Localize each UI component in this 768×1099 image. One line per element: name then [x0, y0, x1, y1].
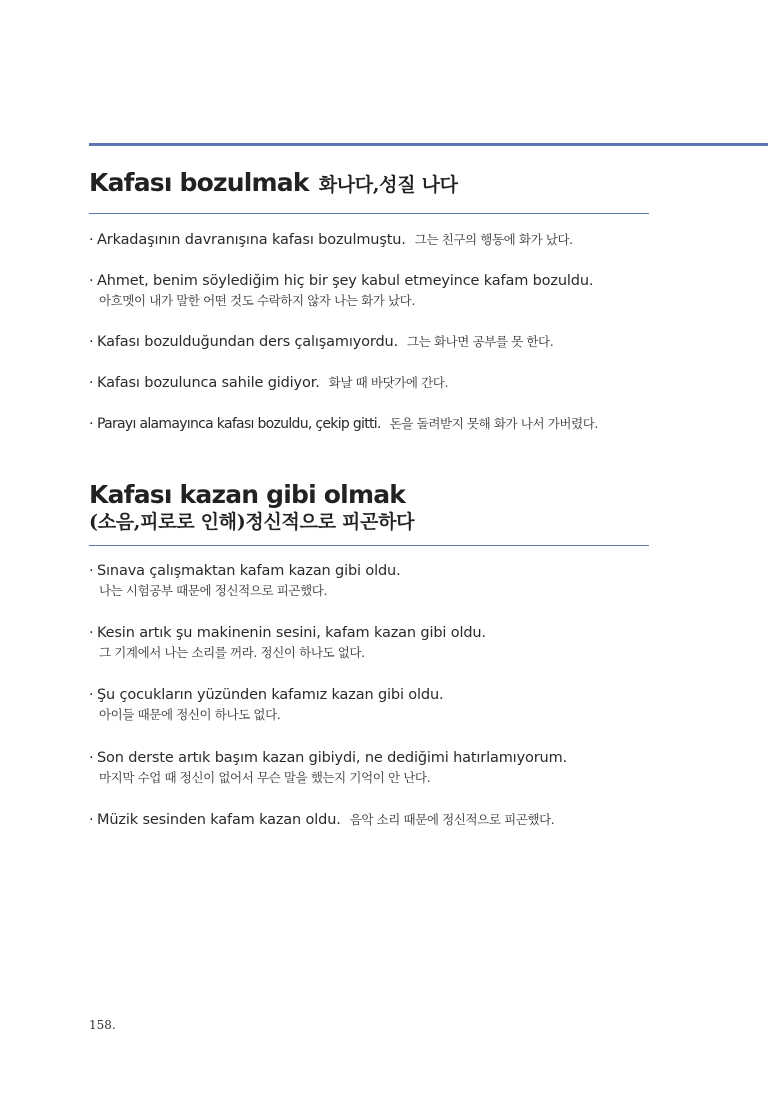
bullet: ·: [89, 273, 94, 289]
example-turkish: Müzik sesinden kafam kazan oldu.: [97, 812, 341, 828]
example-sentence: [89, 230, 649, 250]
example-sentence: [89, 332, 649, 352]
example-korean: 음악 소리 때문에 정신적으로 피곤했다.: [349, 812, 555, 827]
bullet: ·: [89, 687, 94, 703]
example-turkish: Kafası bozulunca sahile gidiyor.: [97, 375, 320, 391]
example-sentence: [89, 623, 649, 661]
bullet: ·: [89, 812, 94, 828]
example-korean: 화날 때 바닷가에 간다.: [328, 375, 449, 390]
example-list: [89, 230, 649, 434]
example-sentence: [89, 748, 649, 786]
example-sentence: [89, 271, 649, 309]
idiom-title-turkish: Kafası bozulmak: [89, 168, 309, 197]
idiom-section-kafasi-bozulmak: [89, 170, 649, 434]
bullet: ·: [89, 375, 94, 391]
example-korean: 그는 친구의 행동에 화가 났다.: [414, 232, 573, 247]
section-divider: [89, 213, 649, 214]
example-korean: 그 기계에서 나는 소리를 꺼라. 정신이 하나도 없다.: [99, 645, 365, 660]
idiom-title-korean: (소음,피로로 인해)정신적으로 피곤하다: [89, 511, 415, 533]
example-list: [89, 561, 649, 830]
example-sentence: [89, 414, 649, 434]
example-sentence: [89, 810, 649, 830]
example-turkish: Kafası bozulduğundan ders çalışamıyordu.: [97, 334, 399, 350]
example-sentence: [89, 373, 649, 393]
example-turkish: Parayı alamayınca kafası bozuldu, çekip gitti.: [97, 416, 381, 432]
page-number: 158.: [89, 1018, 116, 1032]
example-turkish: Arkadaşının davranışına kafası bozulmuştu.: [97, 232, 406, 248]
bullet: ·: [89, 232, 94, 248]
example-turkish: Kesin artık şu makinenin sesini, kafam kazan gibi oldu.: [97, 625, 486, 641]
idiom-title-korean: 화나다,성질 나다: [318, 174, 458, 196]
bullet: ·: [89, 625, 94, 641]
example-korean: 돈을 돌려받지 못해 화가 나서 가버렸다.: [389, 416, 598, 431]
idiom-title-turkish: Kafası kazan gibi olmak: [89, 480, 406, 509]
section-divider: [89, 545, 649, 546]
example-korean: 마지막 수업 때 정신이 없어서 무슨 말을 했는지 기억이 안 난다.: [99, 770, 431, 785]
example-turkish: Şu çocukların yüzünden kafamız kazan gibi oldu.: [97, 687, 444, 703]
example-korean: 나는 시험공부 때문에 정신적으로 피곤했다.: [99, 583, 328, 598]
example-sentence: [89, 561, 649, 599]
idiom-heading: [89, 170, 649, 195]
bullet: ·: [89, 750, 94, 766]
bullet: ·: [89, 416, 94, 432]
idiom-section-kafasi-kazan-gibi-olmak: [89, 482, 649, 830]
example-korean: 아흐멧이 내가 말한 어떤 것도 수락하지 않자 나는 화가 났다.: [99, 293, 415, 308]
example-turkish: Sınava çalışmaktan kafam kazan gibi oldu.: [97, 563, 401, 579]
bullet: ·: [89, 563, 94, 579]
bullet: ·: [89, 334, 94, 350]
example-turkish: Son derste artık başım kazan gibiydi, ne dediğimi hatırlamıyorum.: [97, 750, 568, 766]
example-korean: 아이들 때문에 정신이 하나도 없다.: [99, 707, 281, 722]
example-korean: 그는 화나면 공부를 못 한다.: [407, 334, 554, 349]
example-sentence: [89, 685, 649, 723]
idiom-heading: [89, 482, 649, 532]
top-divider: [89, 143, 768, 146]
example-turkish: Ahmet, benim söylediğim hiç bir şey kabul etmeyince kafam bozuldu.: [97, 273, 594, 289]
